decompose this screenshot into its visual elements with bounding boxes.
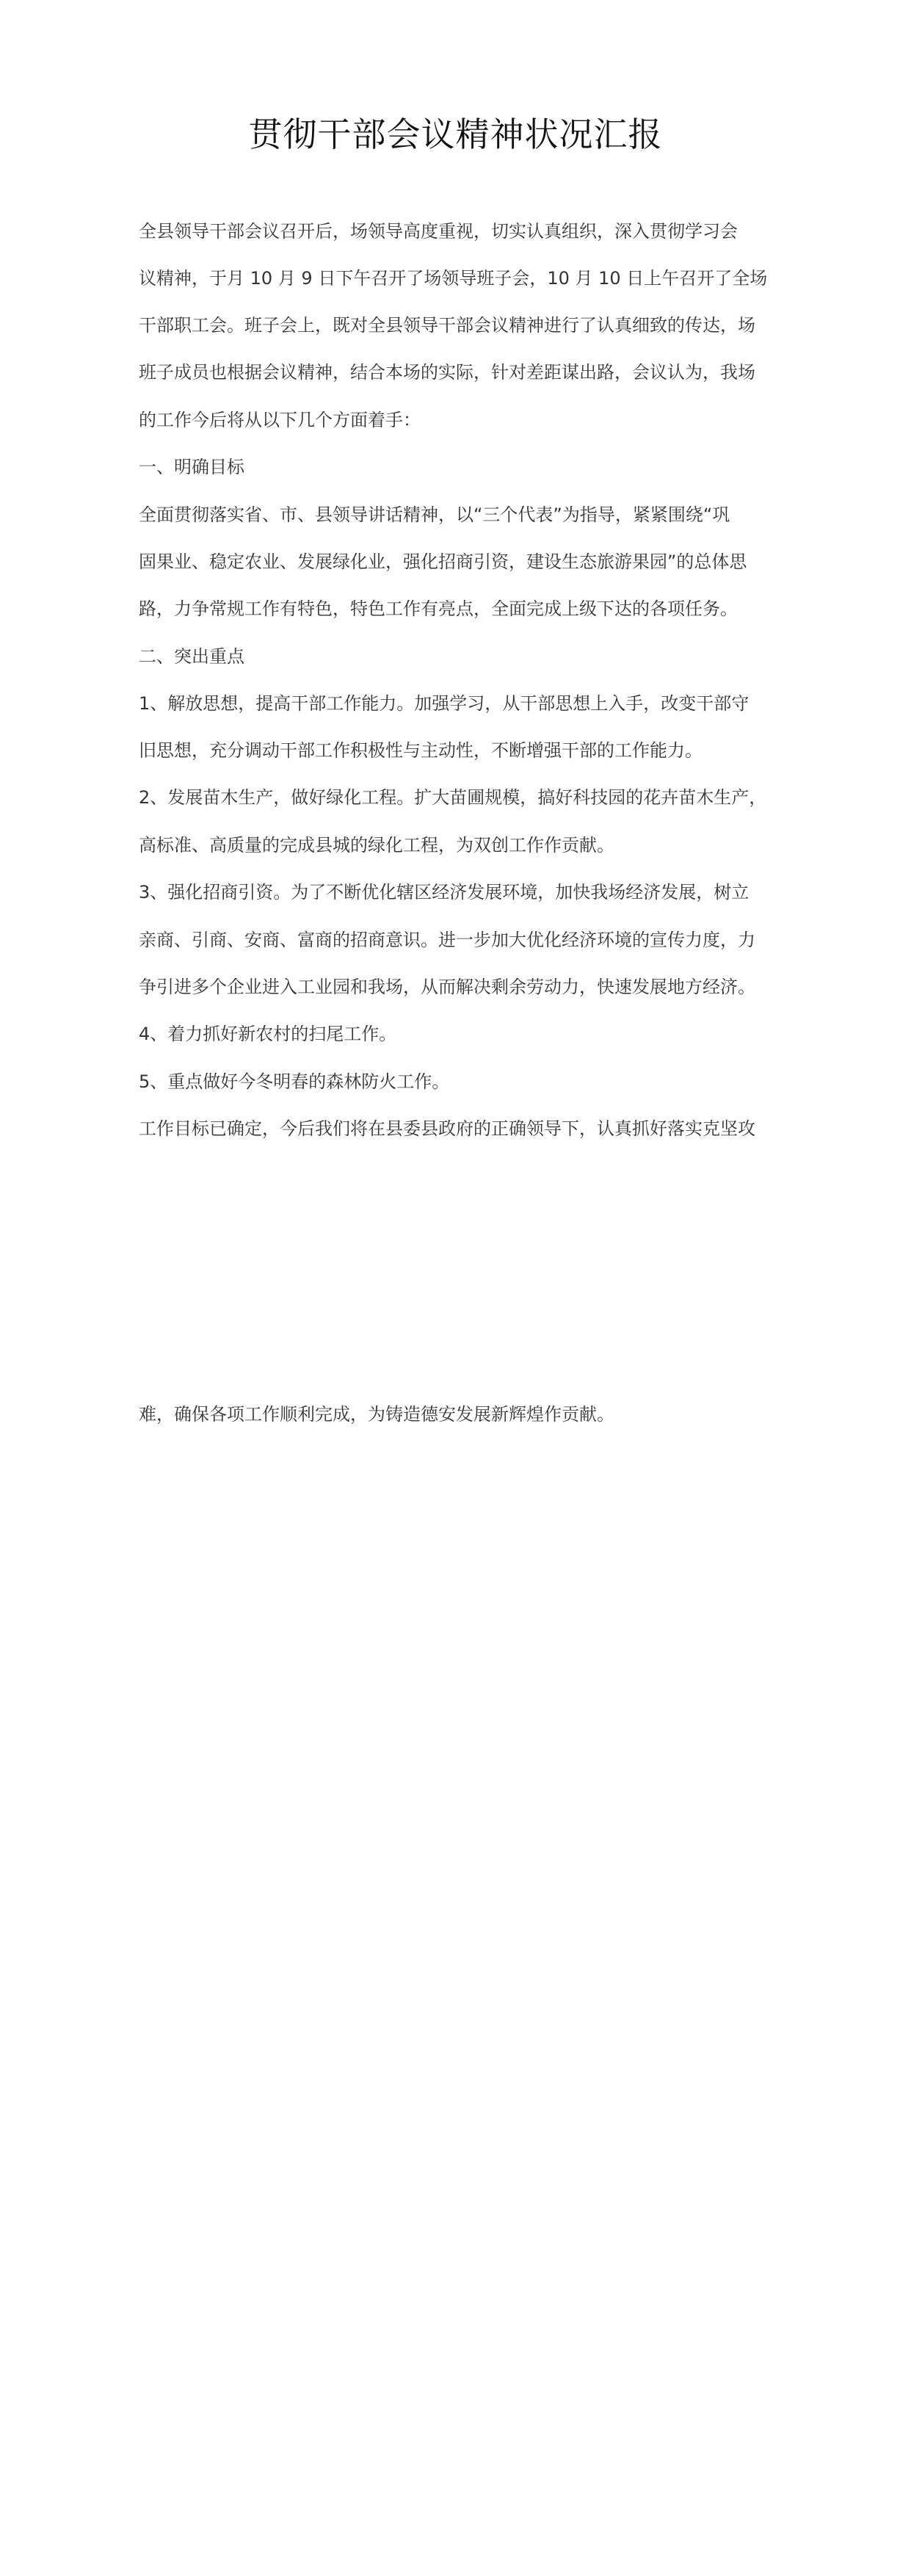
list-item-line: 4、着力抓好新农村的扫尾工作。 xyxy=(139,1024,397,1044)
list-item-line: 5、重点做好今冬明春的森林防火工作。 xyxy=(139,1071,450,1092)
paragraph-line: 路，力争常规工作有特色，特色工作有亮点，全面完成上级下达的各项任务。 xyxy=(139,598,738,619)
paragraph-line: 工作目标已确定，今后我们将在县委县政府的正确领导下，认真抓好落实克坚攻 xyxy=(139,1118,755,1139)
list-item-line: 旧思想，充分调动干部工作积极性与主动性，不断增强干部的工作能力。 xyxy=(139,740,703,761)
list-item-line: 争引进多个企业进入工业园和我场，从而解决剩余劳动力，快速发展地方经济。 xyxy=(139,977,755,997)
list-item-line: 2、发展苗木生产，做好绿化工程。扩大苗圃规模，搞好科技园的花卉苗木生产， xyxy=(139,787,767,808)
document-title: 贯彻干部会议精神状况汇报 xyxy=(248,115,663,154)
paragraph-line: 固果业、稳定农业、发展绿化业，强化招商引资，建设生态旅游果园”的总体思 xyxy=(139,551,747,572)
section-heading: 一、明确目标 xyxy=(139,457,244,477)
paragraph-line: 难，确保各项工作顺利完成，为铸造德安发展新辉煌作贡献。 xyxy=(139,1404,614,1425)
list-item-line: 高标准、高质量的完成县城的绿化工程，为双创工作作贡献。 xyxy=(139,835,614,855)
paragraph-line: 议精神，于月 10 月 9 日下午召开了场领导班子会，10 月 10 日上午召开了全场 xyxy=(139,268,768,289)
section-heading: 二、突出重点 xyxy=(139,646,244,667)
paragraph-line: 全县领导干部会议召开后，场领导高度重视，切实认真组织，深入贯彻学习会 xyxy=(139,221,738,242)
list-item-line: 1、解放思想，提高干部工作能力。加强学习，从干部思想上入手，改变干部守 xyxy=(139,693,750,714)
paragraph-line: 全面贯彻落实省、市、县领导讲话精神，以“三个代表”为指导，紧紧围绕“巩 xyxy=(139,504,730,525)
paragraph-line: 的工作今后将从以下几个方面着手： xyxy=(139,410,421,430)
list-item-line: 亲商、引商、安商、富商的招商意识。进一步加大优化经济环境的宣传力度，力 xyxy=(139,930,755,950)
paragraph-line: 干部职工会。班子会上，既对全县领导干部会议精神进行了认真细致的传达，场 xyxy=(139,315,755,336)
list-item-line: 3、强化招商引资。为了不断优化辖区经济发展环境，加快我场经济发展，树立 xyxy=(139,882,750,902)
paragraph-line: 班子成员也根据会议精神，结合本场的实际，针对差距谋出路，会议认为，我场 xyxy=(139,362,755,383)
